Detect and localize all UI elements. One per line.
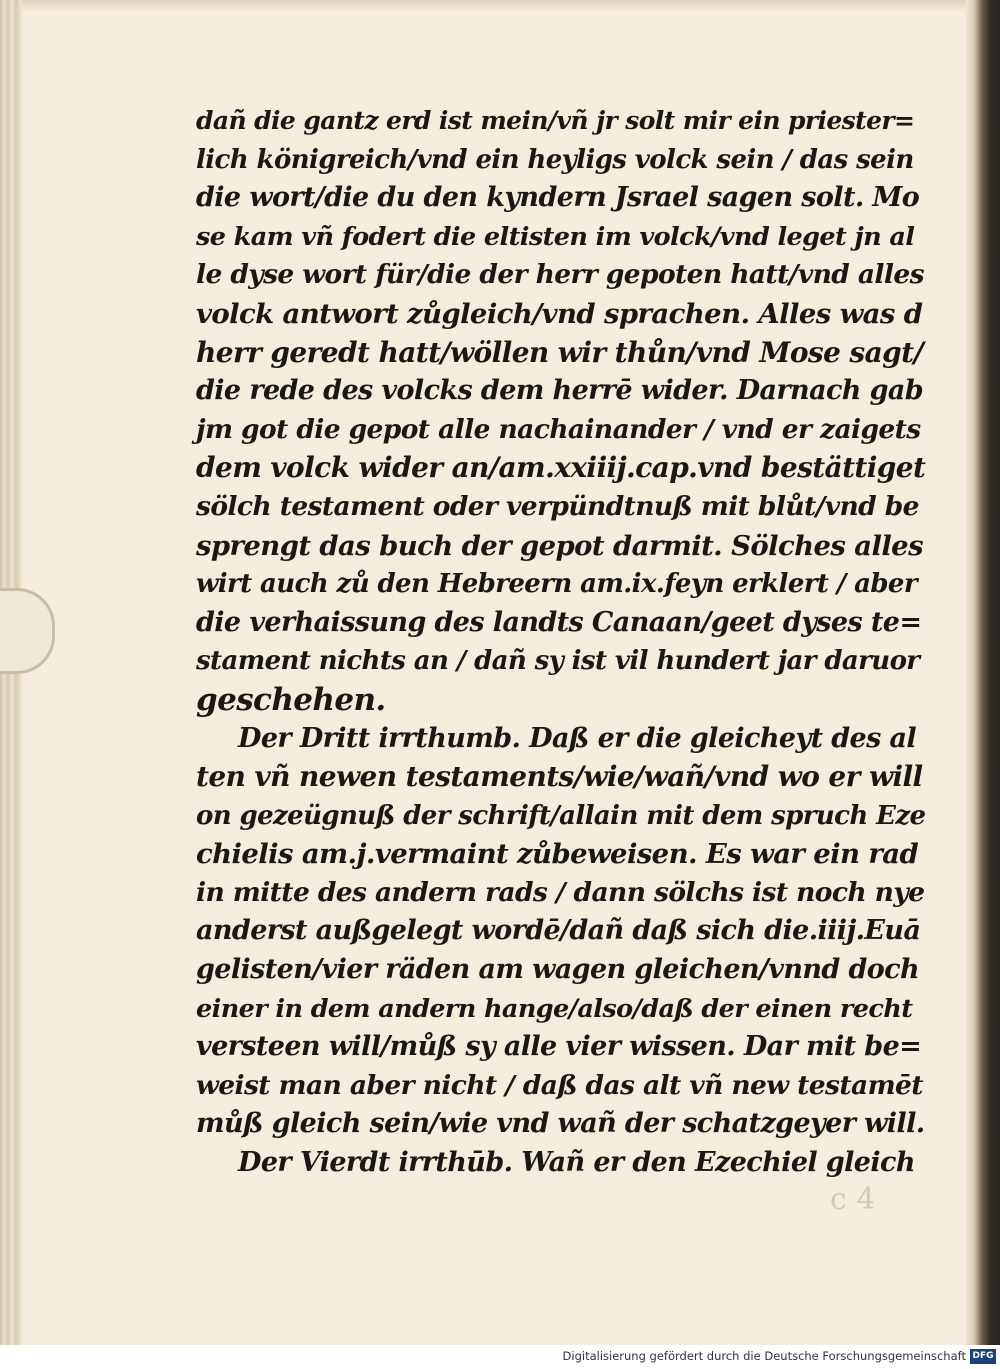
text-line: on gezeügnuß der schrift/allain mit dem spruch Eze [196,800,926,831]
faint-signature-mark: c 4 [830,1182,876,1217]
book-right-edge [966,0,1000,1345]
page-clasp [0,588,55,674]
text-line: einer in dem andern hange/also/daß der einen recht [196,993,913,1024]
section-heading-line: Der Vierdt irrthūb. Wañ er den Ezechiel gleich [238,1147,915,1179]
text-line: versteen will/můß sy alle vier wissen. Dar mit be= [196,1031,922,1063]
text-line: jm got die gepot alle nachainander / vnd er zaigets [196,413,921,445]
text-line: gelisten/vier räden am wagen gleichen/vnnd doch [196,954,920,986]
text-line: le dyse wort für/die der herr gepoten hatt/vnd alles [196,259,924,291]
text-line: die rede des volcks dem herrē wider. Darnach gab [196,375,924,407]
text-line: die wort/die du den kyndern Jsrael sagen solt. Mo [196,182,920,214]
text-line: lich königreich/vnd ein heyligs volck sein / das sein [196,144,914,175]
text-line: sölch testament oder verpündtnuß mit blůt/vnd be [196,490,919,522]
page-top-shadow [22,0,966,12]
text-line: sprengt das buch der gepot darmit. Sölches alles [196,529,923,562]
text-line: geschehen. [196,681,386,718]
text-line: die verhaissung des landts Canaan/geet dyses te= [196,606,922,638]
dfg-logo: DFG [970,1349,996,1364]
digitization-footer [0,1345,1000,1369]
text-line: dem volck wider an/am.xxiiij.cap.vnd bestättiget [196,451,926,485]
text-line: weist man aber nicht / daß das alt vñ new testamēt [196,1069,923,1101]
text-line: stament nichts an / dañ sy ist vil hundert jar daruor [196,646,920,677]
text-line: in mitte des andern rads / dann sölchs ist noch nye [196,876,925,908]
text-line: můß gleich sein/wie vnd wañ der schatzgeyer will. [196,1108,925,1140]
section-heading-line: Der Dritt irrthumb. Daß er die gleicheyt des al [238,722,917,754]
text-line: wirt auch zů den Hebreern am.ix.feyn erklert / aber [196,569,917,600]
text-line: ten vñ newen testaments/wie/wañ/vnd wo er will [196,760,923,794]
blackletter-text-block [196,102,926,1183]
text-line: anderst außgelegt wordē/dañ daß sich die.iiij.Euā [196,915,921,947]
text-line: volck antwort zůgleich/vnd sprachen. Alles was d [196,297,923,330]
text-line: herr geredt hatt/wöllen wir thůn/vnd Mose sagt/ [196,335,924,369]
text-line: chielis am.j.vermaint zůbeweisen. Es war ein rad [196,838,919,871]
funding-credit: Digitalisierung gefördert durch die Deutsche Forschungsgemeinschaft [562,1349,966,1363]
text-line: se kam vñ fodert die eltisten im volck/vnd leget jn al [196,221,915,252]
text-line: dañ die gantz erd ist mein/vñ jr solt mir ein priester= [196,106,915,135]
